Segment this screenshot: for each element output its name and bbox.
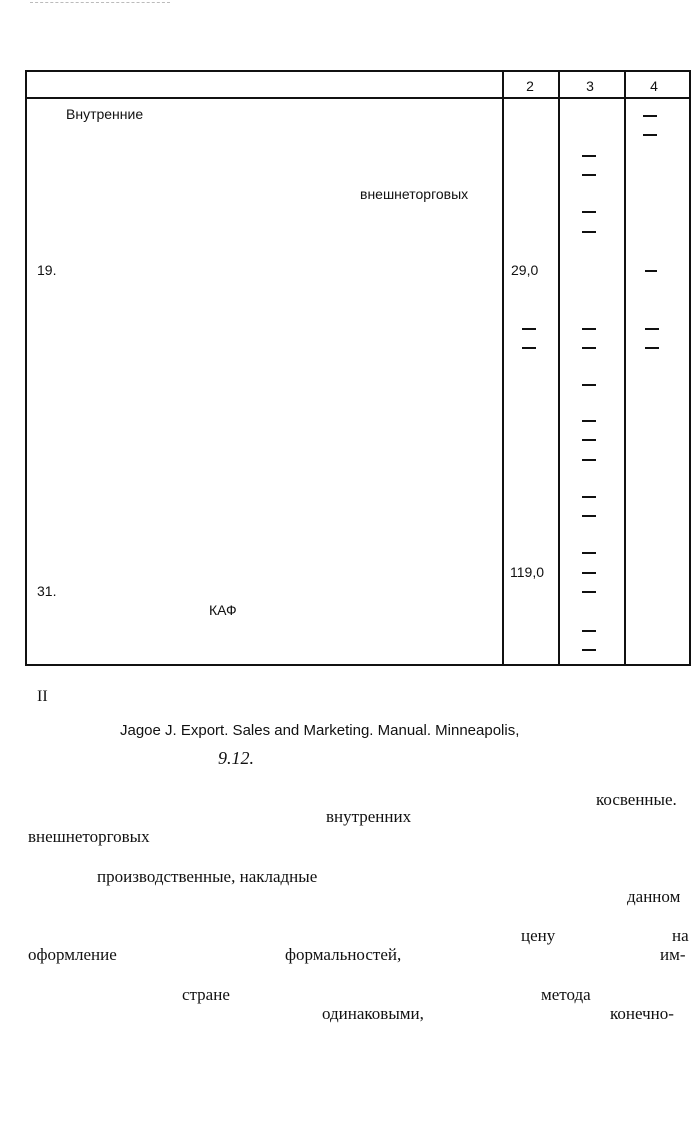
column-divider-2 [502, 70, 504, 666]
dash-mark [582, 155, 596, 157]
footnote-marker: II [37, 688, 48, 705]
dash-mark [582, 496, 596, 498]
dash-mark [582, 459, 596, 461]
body-word: метода [541, 985, 591, 1004]
row-number-19: 19. [37, 262, 57, 278]
body-word: производственные, накладные [97, 867, 318, 886]
body-word: им- [660, 945, 686, 964]
body-word: одинаковыми, [322, 1004, 424, 1023]
cell-row31-col2: 119,0 [510, 564, 544, 580]
body-word: оформление [28, 945, 117, 964]
dash-mark [582, 231, 596, 233]
column-header-2: 2 [526, 78, 534, 94]
dash-mark [643, 115, 657, 117]
body-word: стране [182, 985, 230, 1004]
dash-mark [582, 420, 596, 422]
dash-mark [582, 384, 596, 386]
cell-row19-col2: 29,0 [511, 262, 539, 278]
column-divider-4 [624, 70, 626, 666]
dash-mark [582, 630, 596, 632]
body-word: на [672, 926, 689, 945]
dash-mark [582, 174, 596, 176]
dash-mark [582, 649, 596, 651]
dash-mark [522, 328, 536, 330]
dash-mark [582, 572, 596, 574]
figure-reference: 9.12. [218, 748, 254, 768]
scan-artifact-line [30, 2, 170, 3]
column-header-4: 4 [650, 78, 658, 94]
dash-mark [582, 328, 596, 330]
dash-mark [522, 347, 536, 349]
footnote-citation: Jagoe J. Export. Sales and Marketing. Manual. Minneapolis, [120, 722, 520, 739]
dash-mark [582, 591, 596, 593]
table-header-divider [25, 97, 691, 99]
body-word: конечно- [610, 1004, 674, 1023]
body-word: данном [627, 887, 681, 906]
dash-mark [643, 134, 657, 136]
body-word: косвенные. [596, 790, 677, 809]
row-label-caf: КАФ [209, 602, 237, 618]
column-header-3: 3 [586, 78, 594, 94]
dash-mark [582, 439, 596, 441]
data-table [25, 70, 691, 666]
row-label-internal: Внутренние [66, 106, 144, 122]
dash-mark [645, 270, 657, 272]
dash-mark [582, 515, 596, 517]
row-number-31: 31. [37, 583, 57, 599]
dash-mark [582, 347, 596, 349]
body-word: внутренних [326, 807, 412, 826]
column-divider-3 [558, 70, 560, 666]
dash-mark [645, 328, 659, 330]
body-word: формальностей, [285, 945, 402, 964]
dash-mark [582, 211, 596, 213]
row-label-foreign-trade: внешнеторговых [360, 186, 469, 202]
dash-mark [645, 347, 659, 349]
body-word: внешнеторговых [28, 827, 150, 846]
dash-mark [582, 552, 596, 554]
body-word: цену [521, 926, 556, 945]
